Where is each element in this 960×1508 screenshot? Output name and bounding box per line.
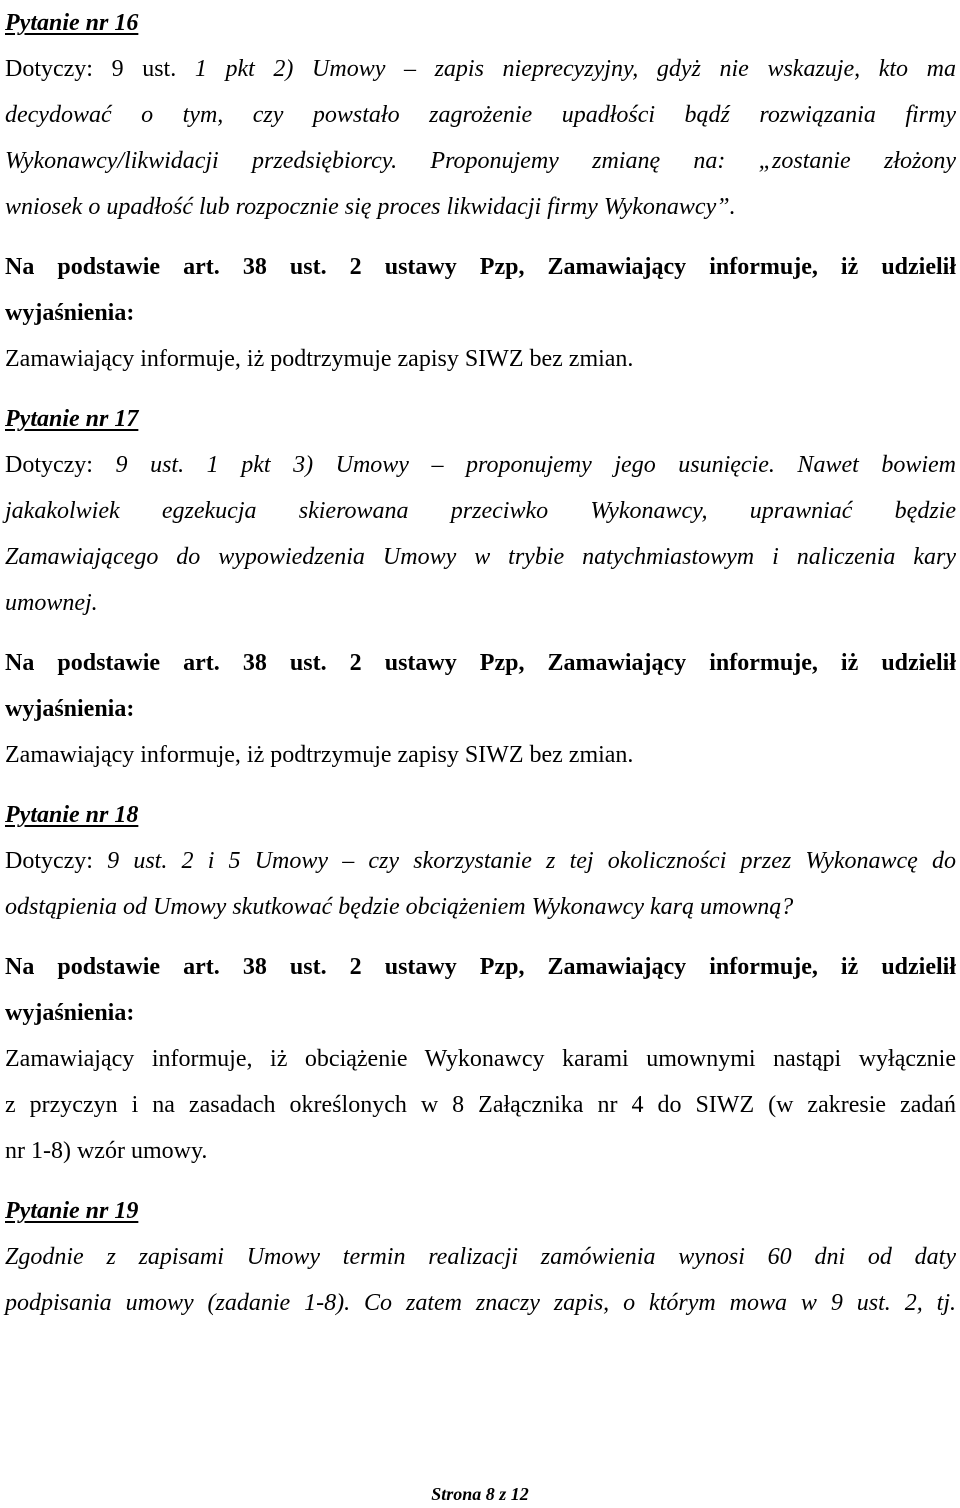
answer-line: z przyczyn i na zasadach określonych w 8 Załącznika nr 4 do SIWZ (w zakresie zadań bbox=[5, 1092, 956, 1118]
question-heading-18: Pytanie nr 18 bbox=[5, 802, 139, 828]
question-text-line: jakakolwiek egzekucja skierowana przeciwko Wykonawcy, uprawniać będzie bbox=[5, 498, 956, 524]
basis-statement-end: wyjaśnienia: bbox=[5, 1000, 135, 1026]
answer-line: Zamawiający informuje, iż obciążenie Wykonawcy karami umownymi nastąpi wyłącznie bbox=[5, 1046, 956, 1072]
basis-statement-end: wyjaśnienia: bbox=[5, 696, 135, 722]
answer-line: Zamawiający informuje, iż podtrzymuje zapisy SIWZ bez zmian. bbox=[5, 346, 634, 372]
basis-statement: Na podstawie art. 38 ust. 2 ustawy Pzp, Zamawiający informuje, iż udzielił bbox=[5, 954, 956, 980]
answer-line: nr 1-8) wzór umowy. bbox=[5, 1138, 208, 1164]
basis-statement: Na podstawie art. 38 ust. 2 ustawy Pzp, Zamawiający informuje, iż udzielił bbox=[5, 254, 956, 280]
question-text-line: wniosek o upadłość lub rozpocznie się proces likwidacji firmy Wykonawcy”. bbox=[5, 194, 736, 220]
question-heading-16: Pytanie nr 16 bbox=[5, 10, 139, 36]
question-text-line: odstąpienia od Umowy skutkować będzie obciążeniem Wykonawcy karą umowną? bbox=[5, 894, 794, 920]
question-text-line: Dotyczy: 9 ust. 2 i 5 Umowy – czy skorzystanie z tej okoliczności przez Wykonawcę do bbox=[5, 848, 956, 874]
question-text-line: Wykonawcy/likwidacji przedsiębiorcy. Proponujemy zmianę na: „zostanie złożony bbox=[5, 148, 956, 174]
basis-statement: Na podstawie art. 38 ust. 2 ustawy Pzp, Zamawiający informuje, iż udzielił bbox=[5, 650, 956, 676]
question-heading-17: Pytanie nr 17 bbox=[5, 406, 139, 432]
question-text-line: umownej. bbox=[5, 590, 98, 616]
question-text-line: Dotyczy: 9 ust. 1 pkt 3) Umowy – proponujemy jego usunięcie. Nawet bowiem bbox=[5, 452, 956, 478]
question-text-line: Dotyczy: 9 ust. 1 pkt 2) Umowy – zapis nieprecyzyjny, gdyż nie wskazuje, kto ma bbox=[5, 56, 957, 82]
question-text-line: decydować o tym, czy powstało zagrożenie upadłości bądź rozwiązania firmy bbox=[5, 102, 956, 128]
question-text-line: Zamawiającego do wypowiedzenia Umowy w trybie natychmiastowym i naliczenia kary bbox=[5, 544, 956, 570]
question-heading-19: Pytanie nr 19 bbox=[5, 1198, 139, 1224]
document-page bbox=[5, 0, 956, 1326]
page-number-footer: Strona 8 z 12 bbox=[431, 1484, 529, 1504]
basis-statement-end: wyjaśnienia: bbox=[5, 300, 135, 326]
question-text-line: Zgodnie z zapisami Umowy termin realizacji zamówienia wynosi 60 dni od daty bbox=[5, 1244, 956, 1270]
answer-line: Zamawiający informuje, iż podtrzymuje zapisy SIWZ bez zmian. bbox=[5, 742, 634, 768]
question-text-line: podpisania umowy (zadanie 1-8). Co zatem znaczy zapis, o którym mowa w 9 ust. 2, tj. bbox=[5, 1290, 956, 1316]
